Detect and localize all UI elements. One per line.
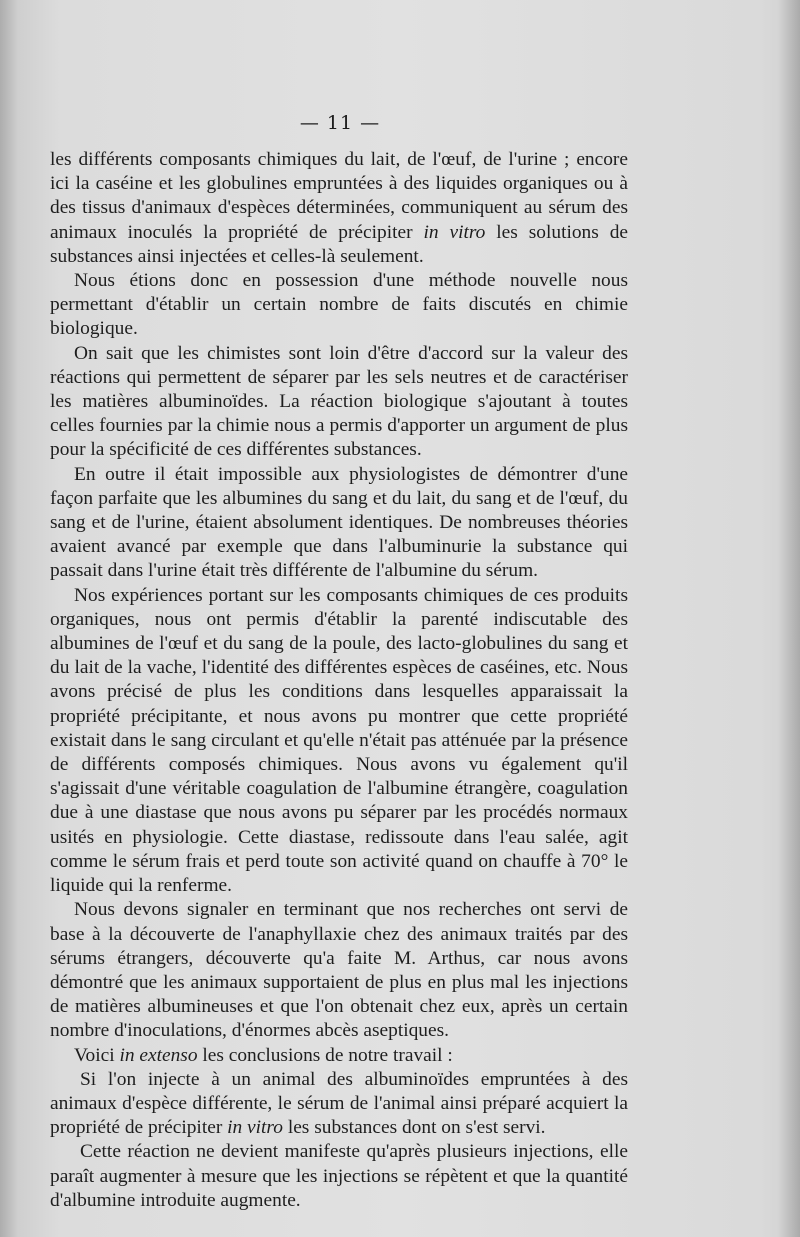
paragraph-text: Nous devons signaler en terminant que nos recherches ont servi de base à la découverte de l'anaphyllaxie chez des animaux traités par des sérums étrangers, découverte qu'a faite M. Arthus, car nous avons démontré que les animaux supportaient de plus en plus mal les injections de matières albumineuses et que l'on obtenait chez eux, après un certain nombre d'inoculations, d'énormes abcès aseptiques.: [50, 899, 628, 1042]
italic-phrase: in vitro: [423, 221, 486, 243]
paragraph: [50, 269, 628, 342]
page-right-shadow: [778, 0, 800, 1237]
paragraph: [50, 463, 628, 584]
paragraph-text: Si l'on injecte à un animal des albuminoïdes empruntées à des animaux d'espèce différente, le sérum de l'animal ainsi préparé acquiert la propriété de précipiter: [50, 1068, 628, 1139]
body-text: [50, 148, 628, 1213]
paragraph-text: Cette réaction ne devient manifeste qu'après plusieurs injections, elle paraît augmenter à mesure que les injections se répètent et que la quantité d'albumine introduite augmente.: [50, 1141, 628, 1211]
page-number: — 11 —: [299, 112, 381, 134]
paragraph-text: En outre il était impossible aux physiologistes de démontrer d'une façon parfaite que les albumines du sang et du lait, du sang et de l'œuf, du sang et de l'urine, étaient absolument identiques. De nombreuses théories avaient avancé par exemple que dans l'albuminurie la substance qui passait dans l'urine était très différente de l'albumine du sérum.: [50, 463, 628, 582]
paragraph-text: les solutions de substances ainsi injectées et celles-là seulement.: [50, 221, 629, 267]
page-left-shadow: [0, 0, 18, 1237]
paragraph-text: Voici: [74, 1044, 120, 1066]
italic-phrase: in vitro: [227, 1117, 283, 1139]
paragraph-text: les substances dont on s'est servi.: [282, 1117, 546, 1139]
conclusion-paragraph: [50, 1068, 628, 1141]
italic-phrase: in extenso: [119, 1044, 198, 1066]
paragraph: [50, 342, 628, 463]
paragraph: [50, 1044, 628, 1068]
paragraph-text: On sait que les chimistes sont loin d'être d'accord sur la valeur des réactions qui permettent de séparer par les sels neutres et de caractériser les matières albuminoïdes. La réaction biologique s'ajoutant à toutes celles fournies par la chimie nous a permis d'apporter un argument de plus pour la spécificité de ces différentes substances.: [50, 342, 628, 461]
paragraph-text: Nos expériences portant sur les composants chimiques de ces produits organiques, nous ont permis d'établir la parenté indiscutable des albumines de l'œuf et du sang de la poule, des lacto-globulines du sang et du lait de la vache, l'identité des différentes espèces de caséines, etc. Nous avons précisé de plus les conditions dans lesquelles apparaissait la propriété précipitante, et nous avons pu montrer que cette propriété existait dans le sang circulant et qu'elle n'était pas atténuée par la présence de différents composés chimiques. Nous avons vu également qu'il s'agissait d'une véritable coagulation de l'albumine étrangère, coagulation due à une diastase que nous avons pu séparer par les procédés normaux usités en physiologie. Cette diastase, redissoute dans l'eau salée, agit comme le sérum frais et perd toute son activité quand on chauffe à 70° le liquide qui la renferme.: [50, 584, 628, 897]
paragraph: [50, 148, 628, 269]
paragraph-text: les différents composants chimiques du lait, de l'œuf, de l'urine ; encore ici la caséine et les globulines empruntées à des liquides organiques ou à des tissus d'animaux d'espèces déterminées, communiquent au sérum des animaux inoculés la propriété de précipiter: [50, 149, 628, 243]
paragraph: [50, 898, 628, 1043]
paragraph-text: les conclusions de notre travail :: [197, 1044, 453, 1066]
paragraph-text: Nous étions donc en possession d'une méthode nouvelle nous permettant d'établir un certain nombre de faits discutés en chimie biologique.: [50, 270, 628, 340]
paragraph: [50, 584, 628, 899]
conclusion-paragraph: [50, 1140, 628, 1213]
